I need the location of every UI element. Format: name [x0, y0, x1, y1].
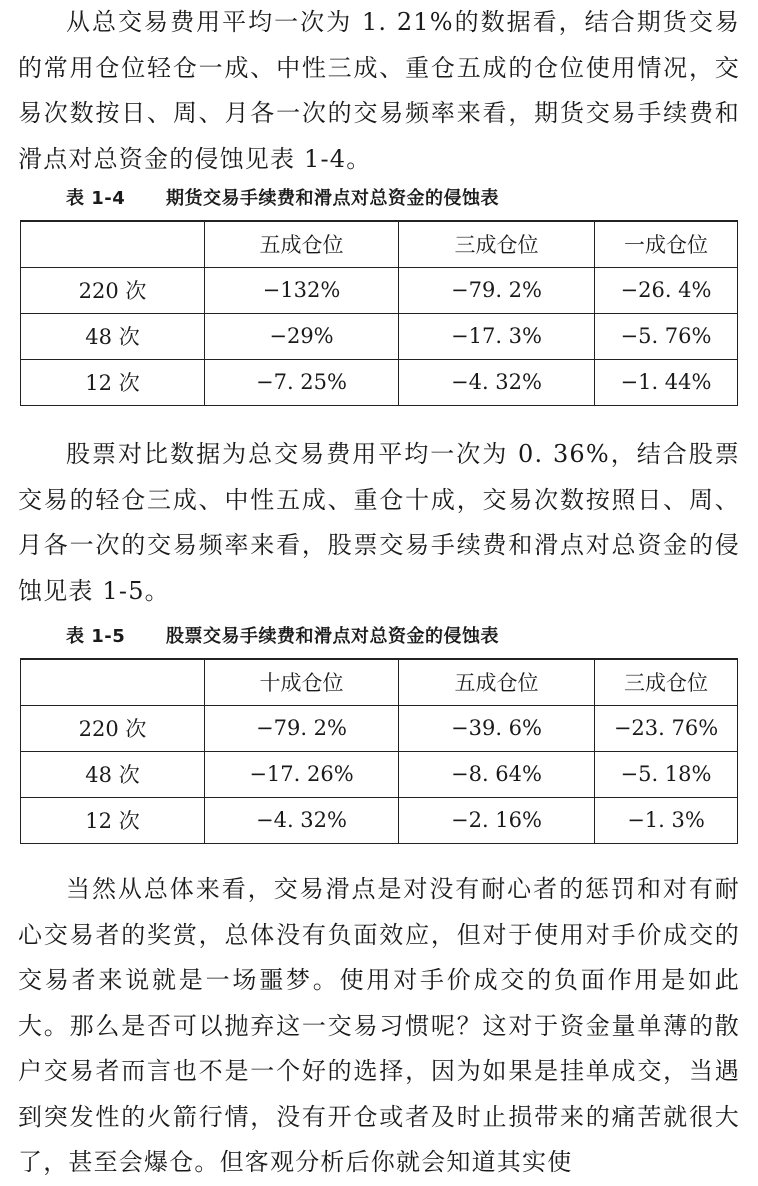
row-label-cell: 48 次: [21, 751, 205, 797]
stock-erosion-table: [20, 658, 738, 844]
table-cell: −17. 26%: [205, 751, 399, 797]
table-cell: −39. 6%: [399, 705, 595, 751]
table-cell: −17. 3%: [399, 313, 595, 359]
table-header-cell: 五成仓位: [399, 659, 595, 705]
paragraph-slippage-discussion: 当然从总体来看，交易滑点是对没有耐心者的惩罚和对有耐心交易者的奖赏，总体没有负面效应，但对于使用对手价成交的交易者来说就是一场噩梦。使用对手价成交的负面作用是如此大。那么是否可以抛弃这一交易习惯呢？这对于资金量单薄的散户交易者而言也不是一个好的选择，因为如果是挂单成交，当遇到突发性的火箭行情，没有开仓或者及时止损带来的痛苦就很大了，甚至会爆仓。但客观分析后你就会知道其实使: [18, 875, 740, 1176]
table-cell: −7. 25%: [205, 359, 399, 405]
table-row: [21, 313, 738, 359]
row-label-cell: 220 次: [21, 705, 205, 751]
table-cell: −79. 2%: [205, 705, 399, 751]
row-label-cell: 12 次: [21, 797, 205, 843]
table-1-5-caption: [66, 622, 499, 648]
futures-erosion-table: [20, 220, 738, 406]
table-row: [21, 359, 738, 405]
table-row: [21, 797, 738, 843]
table-cell: −4. 32%: [205, 797, 399, 843]
table-1-4-number: 表 1-4: [66, 188, 126, 209]
table-cell: −5. 76%: [595, 313, 738, 359]
table-header-cell: [21, 221, 205, 267]
table-1-4-title: 期货交易手续费和滑点对总资金的侵蚀表: [166, 188, 499, 209]
table-1-5-number: 表 1-5: [66, 626, 126, 647]
table-cell: −5. 18%: [595, 751, 738, 797]
table-row: [21, 751, 738, 797]
table-cell: −4. 32%: [399, 359, 595, 405]
table-cell: −26. 4%: [595, 267, 738, 313]
table-cell: −23. 76%: [595, 705, 738, 751]
table-header-row: [21, 659, 738, 705]
table-header-cell: 五成仓位: [205, 221, 399, 267]
row-label-cell: 48 次: [21, 313, 205, 359]
table-row: [21, 705, 738, 751]
table-cell: −29%: [205, 313, 399, 359]
table-row: [21, 267, 738, 313]
row-label-cell: 12 次: [21, 359, 205, 405]
table-header-cell: [21, 659, 205, 705]
table-cell: −8. 64%: [399, 751, 595, 797]
table-header-cell: 三成仓位: [595, 659, 738, 705]
paragraph-intro-futures: 从总交易费用平均一次为 1. 21%的数据看，结合期货交易的常用仓位轻仓一成、中性三成、重仓五成的仓位使用情况，交易次数按日、周、月各一次的交易频率来看，期货交易手续费和滑点对总资金的侵蚀见表 1-4。: [18, 8, 740, 173]
table-header-cell: 一成仓位: [595, 221, 738, 267]
table-1-4-caption: [66, 184, 499, 210]
paragraph-stock-comparison: 股票对比数据为总交易费用平均一次为 0. 36%，结合股票交易的轻仓三成、中性五成、重仓十成，交易次数按照日、周、月各一次的交易频率来看，股票交易手续费和滑点对总资金的侵蚀见表 1-5。: [18, 440, 740, 605]
table-cell: −1. 44%: [595, 359, 738, 405]
table-1-5-title: 股票交易手续费和滑点对总资金的侵蚀表: [166, 626, 499, 647]
table-cell: −79. 2%: [399, 267, 595, 313]
table-header-row: [21, 221, 738, 267]
table-cell: −2. 16%: [399, 797, 595, 843]
table-header-cell: 三成仓位: [399, 221, 595, 267]
table-cell: −132%: [205, 267, 399, 313]
row-label-cell: 220 次: [21, 267, 205, 313]
table-cell: −1. 3%: [595, 797, 738, 843]
table-header-cell: 十成仓位: [205, 659, 399, 705]
